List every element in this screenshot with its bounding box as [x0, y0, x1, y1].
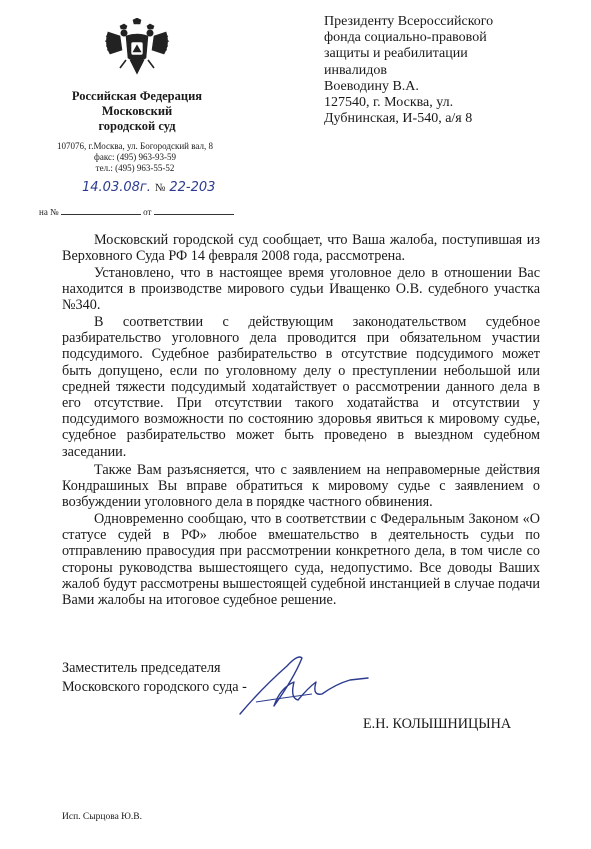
body-paragraph-1: Московский городской суд сообщает, что Ваша жалоба, поступившая из Верховного Суда РФ 14 февраля 2008 года, рассмотрена. — [62, 232, 540, 265]
addressee-line: Воеводину В.А. — [324, 78, 419, 94]
handwritten-signature — [232, 648, 372, 720]
addressee-line: фонда социально-правовой — [324, 30, 487, 46]
signer-name: Е.Н. КОЛЫШНИЦЫНА — [363, 716, 512, 732]
addressee-block — [324, 14, 534, 127]
reference-date-blank — [154, 205, 234, 215]
org-name-line1: Российская Федерация — [71, 89, 203, 103]
org-name-line3: городской суд — [98, 119, 176, 133]
addressee-line: 127540, г. Москва, ул. — [324, 95, 454, 111]
addressee-line: инвалидов — [324, 62, 387, 78]
reference-from-label: от — [143, 207, 152, 217]
org-address: 107076, г.Москва, ул. Богородский вал, 8 — [57, 141, 213, 151]
addressee-line: Президенту Всероссийского — [324, 14, 494, 29]
reference-line — [39, 205, 234, 217]
body-paragraph-5: Одновременно сообщаю, что в соответствии с Федеральным Законом «О статусе судей в РФ» любое вмешательство в деятельность судьи по отправлению правосудия при рассмотрении конкретного дела, в том числе со стороны руководства вышестоящего суда, недопустимо. Все доводы Ваших жалоб будут рассмотрены вышестоящей судебной инстанцией в случае подачи Вами жалобы на итоговое судебное решение. — [62, 511, 540, 609]
registration-stamp — [82, 178, 232, 196]
reference-prefix: на № — [39, 207, 59, 217]
registration-date: 14.03.08г. — [82, 180, 151, 195]
body-paragraph-4: Также Вам разъясняется, что с заявлением на неправомерные действия Кондрашиных Вы вправе обратиться к мировому судье с заявлением о возбуждении уголовного дела в порядке частного обвинения. — [62, 462, 540, 511]
body-paragraph-3: В соответствии с действующим законодательством судебное разбирательство уголовного дела проводится при обязательном участии подсудимого. Судебное разбирательство в отсутствие подсудимого может быть допущено, если по уголовному делу о преступлении небольшой или средней тяжести подсудимый ходатайствует о рассмотрении данного дела в его отсутствие. При отсутствии такого ходатайства и отсутствии у подсудимого возможности по состоянию здоровья явиться к мировому судье, судебное разбирательство может быть проведено в выездном судебном заседании. — [62, 314, 540, 460]
registration-number-label: № — [154, 182, 166, 194]
executor-note: Исп. Сырцова Ю.В. — [62, 812, 143, 822]
coat-of-arms-emblem — [100, 18, 174, 80]
signer-position-line2: Московского городского суда - — [62, 679, 247, 695]
org-name-line2: Московский — [101, 104, 173, 118]
registration-number: 22-203 — [169, 180, 216, 195]
signer-position-line1: Заместитель председателя — [62, 660, 221, 676]
reference-number-blank — [61, 205, 141, 215]
body-paragraph-2: Установлено, что в настоящее время уголовное дело в отношении Вас находится в производстве мирового судьи Иващенко О.В. судебного участка №340. — [62, 265, 540, 314]
addressee-line: Дубнинская, И-540, а/я 8 — [324, 111, 473, 127]
org-fax: факс: (495) 963-93-59 — [94, 152, 176, 162]
addressee-line: защиты и реабилитации — [324, 46, 468, 62]
org-phone: тел.: (495) 963-55-52 — [95, 163, 175, 173]
